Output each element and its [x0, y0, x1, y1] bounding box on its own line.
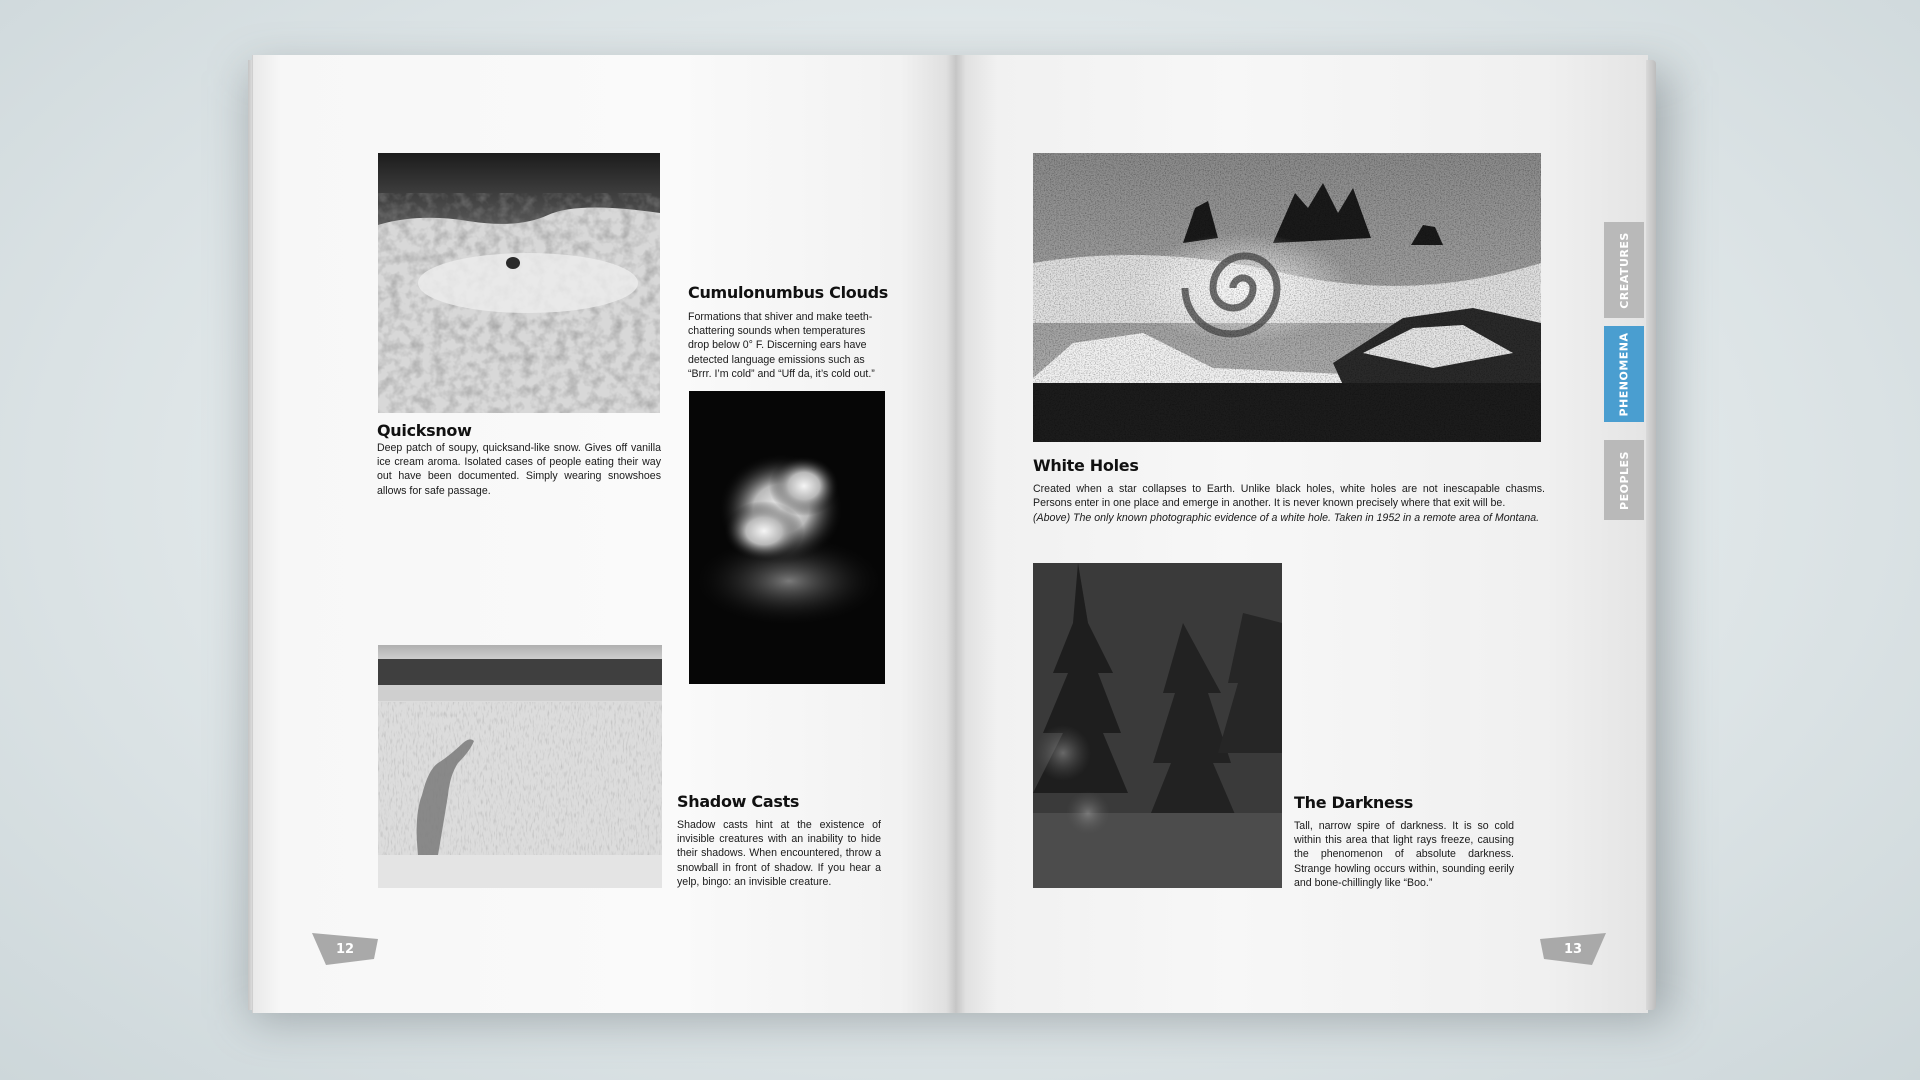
tab-phenomena[interactable]: [1604, 326, 1644, 422]
page-number-left: [312, 933, 378, 965]
shadow-casts-title: Shadow Casts: [677, 792, 800, 811]
white-holes-body: Created when a star collapses to Earth. Unlike black holes, white holes are not inescapable chasms. Persons enter in one place and emerge in another. It is never known precisely where that exit will be.: [1033, 483, 1545, 510]
quicksnow-photo: [378, 153, 660, 413]
quicksnow-body: Deep patch of soupy, quicksand-like snow. Gives off vanilla ice cream aroma. Isolated cases of people eating their way out have been documented. Simply wearing snowshoes allows for safe passage.: [377, 442, 661, 497]
the-darkness-title: The Darkness: [1294, 793, 1414, 812]
white-holes-title: White Holes: [1033, 456, 1139, 475]
book-gutter: [946, 55, 966, 1013]
tab-phenomena-label: PHENOMENA: [1617, 331, 1631, 417]
page-number-left-label: 12: [335, 941, 355, 957]
page-number-right-label: 13: [1563, 941, 1583, 957]
quicksnow-title: Quicksnow: [377, 421, 472, 440]
cumulonumbus-body: Formations that shiver and make teeth-chattering sounds when temperatures drop below 0° F. Discerning ears have detected language emissions such as “Brrr. I’m cold” and “Uff da, it’s cold out.”: [688, 311, 875, 380]
tab-peoples[interactable]: [1604, 440, 1644, 520]
shadow-casts-photo: [378, 645, 662, 888]
tab-creatures-label: CREATURES: [1617, 231, 1631, 309]
tab-peoples-label: PEOPLES: [1617, 450, 1631, 510]
the-darkness-body: Tall, narrow spire of darkness. It is so cold within this area that light rays freeze, causing the phenomenon of absolute darkness. Strange howling occurs within, sounding eerily and bone-chillingly like “Boo.”: [1294, 820, 1514, 889]
page-edge-right: [1646, 60, 1656, 1010]
tab-creatures[interactable]: [1604, 222, 1644, 318]
page-number-right: [1540, 933, 1606, 965]
the-darkness-photo: [1033, 563, 1282, 888]
cumulonumbus-photo: [689, 391, 885, 684]
white-holes-caption: (Above) The only known photographic evidence of a white hole. Taken in 1952 in a remote area of Montana.: [1033, 512, 1540, 524]
shadow-casts-body: Shadow casts hint at the existence of invisible creatures with an inability to hide their shadows. When encountered, throw a snowball in front of shadow. If you hear a yelp, bingo: an invisible creature.: [677, 819, 881, 888]
white-holes-photo: [1033, 153, 1541, 442]
cumulonumbus-title: Cumulonumbus Clouds: [688, 283, 888, 302]
